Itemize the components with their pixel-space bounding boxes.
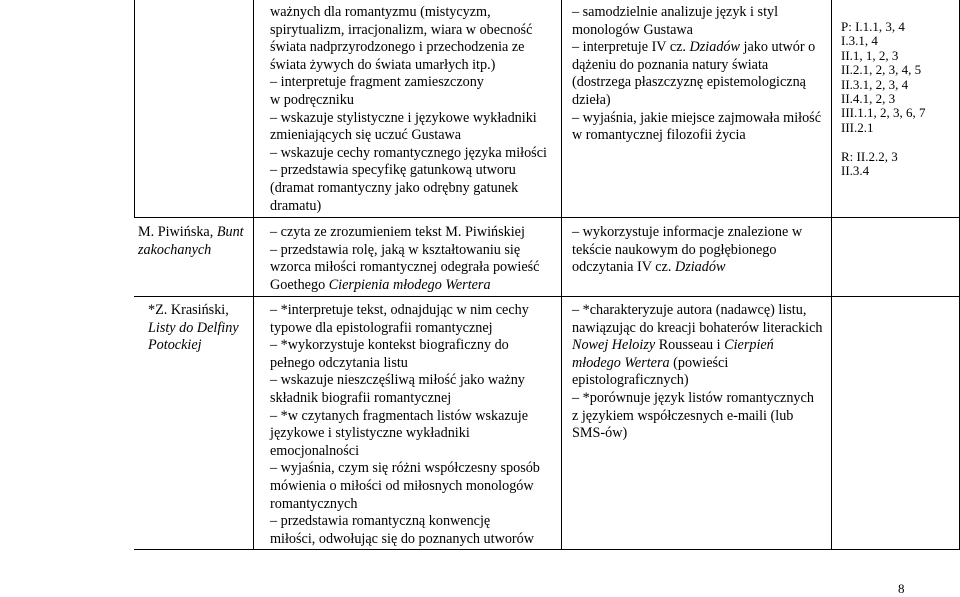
text-line: typowe dla epistolografii romantycznej xyxy=(270,319,493,336)
text-line: – przedstawia specyfikę gatunkową utworu xyxy=(270,162,516,179)
row1-skills-basic xyxy=(270,4,547,215)
ref-line: II.4.1, 2, 3 xyxy=(841,91,896,107)
row2-text-source xyxy=(138,224,244,259)
text-line: SMS-ów) xyxy=(572,425,628,442)
ref-line: II.1, 1, 2, 3 xyxy=(841,47,899,63)
ref-line: R: II.2.2, 3 xyxy=(841,148,898,164)
text-line: składnik biografii romantycznej xyxy=(270,389,452,406)
text-line xyxy=(270,277,539,295)
text-line xyxy=(572,259,802,277)
work-title: zakochanych xyxy=(138,241,212,258)
author: M. Piwińska, xyxy=(138,224,217,240)
text-line: świata nadprzyrodzonego i przechodzenia ze xyxy=(270,39,525,56)
grid-line-bottom xyxy=(134,549,960,550)
grid-line-left xyxy=(134,0,135,218)
ref-line: III.1.1, 2, 3, 6, 7 xyxy=(841,105,926,121)
work-title: młodego Wertera xyxy=(572,354,670,371)
text-line: z językiem współczesnych e-maili (lub xyxy=(572,407,794,424)
text-run: (powieści xyxy=(669,354,729,371)
text-line: epistolograficznych) xyxy=(572,372,689,389)
ref-line: II.3.1, 2, 3, 4 xyxy=(841,76,909,92)
text-line: – *charakteryzuje autora (nadawcę) listu, xyxy=(572,302,807,318)
text-line: zmieniających się uczuć Gustawa xyxy=(270,127,462,144)
grid-line-row1 xyxy=(134,217,960,218)
text-run: Goethego xyxy=(270,276,329,293)
text-line: językowe i stylistyczne wykładniki xyxy=(270,425,470,442)
text-line: – samodzielnie analizuje język i styl xyxy=(572,4,779,20)
grid-line-col3 xyxy=(561,0,562,550)
text-line: – wyjaśnia, czym się różni współczesny sposób xyxy=(270,460,540,477)
work-title: Nowej Heloizy xyxy=(572,337,656,354)
text-line: spirytualizm, irracjonalizm, wiara w obecność xyxy=(270,21,533,38)
author: *Z. Krasiński, xyxy=(148,302,229,318)
text-line: monologów Gustawa xyxy=(572,21,693,38)
text-line: dzieła) xyxy=(572,91,611,108)
row3-text-source xyxy=(148,302,239,355)
text-line: – wykorzystuje informacje znalezione w xyxy=(572,224,803,240)
text-line: (dostrzega płaszczyznę epistemologiczną xyxy=(572,74,806,91)
text-line: pełnego odczytania listu xyxy=(270,354,408,371)
text-line: – przedstawia rolę, jaką w kształtowaniu się xyxy=(270,241,521,258)
text-line: – *interpretuje tekst, odnajdując w nim cechy xyxy=(270,302,529,318)
text-line: (dramat romantyczny jako odrębny gatunek xyxy=(270,179,519,196)
text-line: mówienia o miłości od miłosnych monologów xyxy=(270,477,534,494)
text-line xyxy=(572,337,823,355)
text-line: – wskazuje nieszczęśliwą miłość jako ważny xyxy=(270,372,525,389)
text-line: tekście naukowym do pogłębionego xyxy=(572,241,777,258)
ref-line: I.3.1, 4 xyxy=(841,33,878,49)
text-line: – *w czytanych fragmentach listów wskazuje xyxy=(270,407,529,424)
text-line: emocjonalności xyxy=(270,442,360,459)
text-line xyxy=(572,39,821,57)
text-line: świata żywych do świata umarłych itp.) xyxy=(270,56,496,73)
text-run: jako utwór o xyxy=(739,39,816,56)
ref-line: III.2.1 xyxy=(841,119,874,135)
row3-skills-basic xyxy=(270,302,540,548)
text-line xyxy=(138,224,244,242)
text-line: – przedstawia romantyczną konwencję xyxy=(270,513,491,530)
ref-line xyxy=(841,135,926,149)
work-title: Cierpień xyxy=(724,337,774,354)
text-line: romantycznych xyxy=(270,495,358,512)
text-run: Rousseau i xyxy=(655,337,725,354)
text-line: – interpretuje fragment zamieszczony xyxy=(270,74,484,91)
ref-line: II.3.4 xyxy=(841,163,870,179)
work-title: Potockiej xyxy=(148,337,202,354)
grid-line-row2 xyxy=(134,296,960,297)
ref-line: II.2.1, 2, 3, 4, 5 xyxy=(841,62,922,78)
work-title: Dziadów xyxy=(674,259,726,276)
row3-skills-extended xyxy=(572,302,823,443)
text-line xyxy=(572,355,823,373)
page-number: 8 xyxy=(898,581,905,596)
text-line: nawiązując do kreacji bohaterów literackich xyxy=(572,319,823,336)
text-line: w podręczniku xyxy=(270,91,354,108)
text-run: odczytania IV cz. xyxy=(572,259,675,276)
text-line: – wskazuje cechy romantycznego języka miłości xyxy=(270,144,547,161)
ref-line: P: I.1.1, 3, 4 xyxy=(841,19,905,34)
text-line: – wskazuje stylistyczne i językowe wykładniki xyxy=(270,109,537,126)
row1-skills-extended xyxy=(572,4,821,145)
row2-skills-basic xyxy=(270,224,539,294)
text-line: dążeniu do poznania natury świata xyxy=(572,56,769,73)
text-line: – *porównuje język listów romantycznych xyxy=(572,389,814,406)
text-run: – interpretuje IV cz. xyxy=(572,39,690,56)
row1-curriculum-refs xyxy=(841,20,926,178)
text-line: miłości, odwołując się do poznanych utworów xyxy=(270,530,534,547)
text-line: – *wykorzystuje kontekst biograficzny do xyxy=(270,337,509,354)
text-line: ważnych dla romantyzmu (mistycyzm, xyxy=(270,4,491,20)
work-title: Dziadów xyxy=(689,39,740,56)
grid-line-col2 xyxy=(253,0,254,550)
work-title: Listy do Delfiny xyxy=(148,319,239,336)
text-line: – czyta ze zrozumieniem tekst M. Piwińskiej xyxy=(270,224,525,240)
row2-skills-extended xyxy=(572,224,802,277)
text-line: – wyjaśnia, jakie miejsce zajmowała miłość xyxy=(572,109,821,126)
text-line: wzorca miłości romantycznej odegrała powieść xyxy=(270,259,540,276)
work-title: Bunt xyxy=(216,224,244,240)
text-line: dramatu) xyxy=(270,197,322,214)
grid-line-col4 xyxy=(831,0,832,550)
work-title: Cierpienia młodego Wertera xyxy=(328,276,491,293)
text-line: w romantycznej filozofii życia xyxy=(572,127,746,144)
